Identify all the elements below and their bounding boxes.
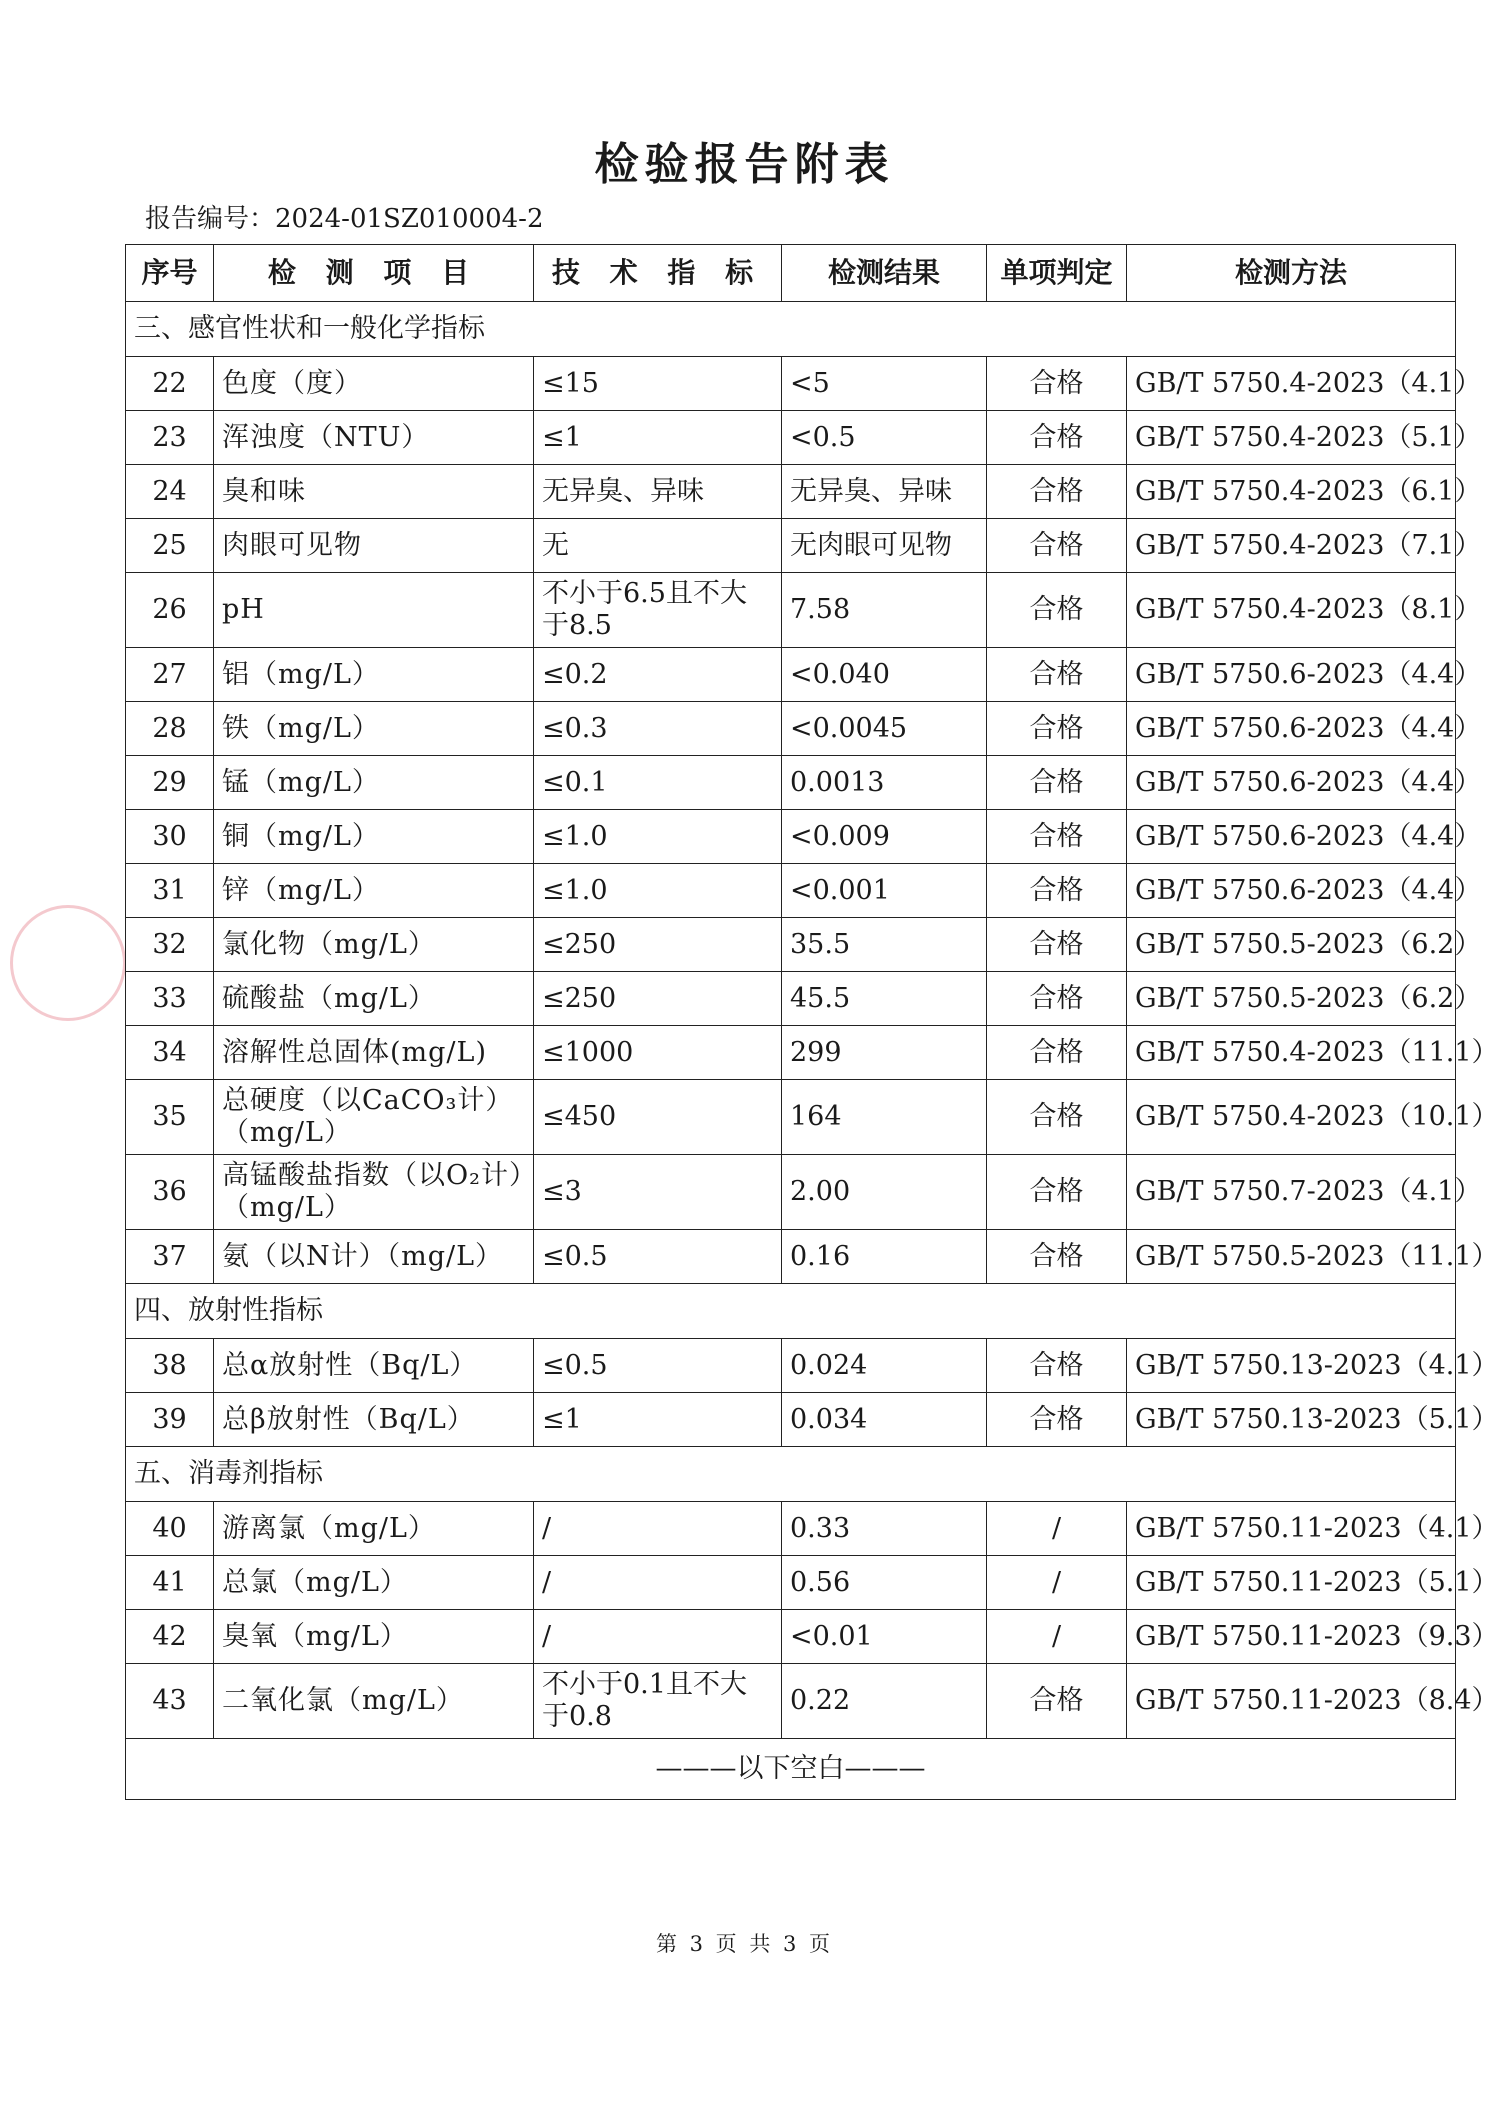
test-method: GB/T 5750.6-2023（4.4） [1127, 756, 1456, 810]
test-method: GB/T 5750.4-2023（5.1） [1127, 411, 1456, 465]
table-row [126, 465, 1456, 519]
test-item: 锰（mg/L） [214, 756, 534, 810]
results-table [125, 244, 1499, 1800]
test-item: 总β放射性（Bq/L） [214, 1393, 534, 1447]
verdict: 合格 [987, 756, 1127, 810]
specification: ≤250 [534, 918, 782, 972]
specification: ≤0.2 [534, 648, 782, 702]
test-item: 总α放射性（Bq/L） [214, 1339, 534, 1393]
section-row [126, 302, 1456, 357]
test-item: 色度（度） [214, 357, 534, 411]
test-item: 游离氯（mg/L） [214, 1502, 534, 1556]
end-note: ———以下空白——— [126, 1739, 1456, 1800]
test-item: pH [214, 573, 534, 648]
specification: ≤15 [534, 357, 782, 411]
specification: ≤1.0 [534, 810, 782, 864]
test-method: GB/T 5750.6-2023（4.4） [1127, 702, 1456, 756]
table-row [126, 1080, 1456, 1155]
section-row [126, 1447, 1456, 1502]
table-row [126, 411, 1456, 465]
verdict: 合格 [987, 810, 1127, 864]
test-item: 肉眼可见物 [214, 519, 534, 573]
table-row [126, 1502, 1456, 1556]
verdict: 合格 [987, 465, 1127, 519]
header-no: 序号 [126, 245, 214, 302]
test-result: 0.22 [782, 1664, 987, 1739]
verdict: 合格 [987, 519, 1127, 573]
specification: ≤0.3 [534, 702, 782, 756]
test-item: 浑浊度（NTU） [214, 411, 534, 465]
table-row [126, 573, 1456, 648]
table-row [126, 519, 1456, 573]
test-method: GB/T 5750.7-2023（4.1） [1127, 1155, 1456, 1230]
header-result: 检测结果 [782, 245, 987, 302]
table-header-row [126, 245, 1456, 302]
specification: ≤1 [534, 1393, 782, 1447]
row-number: 43 [126, 1664, 214, 1739]
table-row [126, 918, 1456, 972]
test-item: 氯化物（mg/L） [214, 918, 534, 972]
test-result: 0.024 [782, 1339, 987, 1393]
specification: 不小于6.5且不大于8.5 [534, 573, 782, 648]
table-row [126, 1155, 1456, 1230]
verdict: 合格 [987, 702, 1127, 756]
test-result: <5 [782, 357, 987, 411]
verdict: 合格 [987, 648, 1127, 702]
row-number: 37 [126, 1230, 214, 1284]
row-number: 32 [126, 918, 214, 972]
table-body [126, 302, 1499, 1739]
test-result: 0.16 [782, 1230, 987, 1284]
verdict: 合格 [987, 1393, 1127, 1447]
verdict: 合格 [987, 1155, 1127, 1230]
row-number: 30 [126, 810, 214, 864]
verdict: 合格 [987, 1339, 1127, 1393]
test-item: 硫酸盐（mg/L） [214, 972, 534, 1026]
end-note-row [126, 1739, 1456, 1800]
test-result: 45.5 [782, 972, 987, 1026]
test-method: GB/T 5750.11-2023（5.1） [1127, 1556, 1456, 1610]
test-item: 铝（mg/L） [214, 648, 534, 702]
row-number: 41 [126, 1556, 214, 1610]
specification: ≤1 [534, 411, 782, 465]
verdict: 合格 [987, 918, 1127, 972]
specification: ≤450 [534, 1080, 782, 1155]
test-method: GB/T 5750.13-2023（4.1） [1127, 1339, 1456, 1393]
specification: ≤1.0 [534, 864, 782, 918]
test-method: GB/T 5750.11-2023（8.4） [1127, 1664, 1456, 1739]
test-item: 臭和味 [214, 465, 534, 519]
test-result: <0.040 [782, 648, 987, 702]
test-item: 溶解性总固体(mg/L) [214, 1026, 534, 1080]
table-row [126, 1339, 1456, 1393]
specification: ≤0.5 [534, 1339, 782, 1393]
test-item: 高锰酸盐指数（以O₂计）（mg/L） [214, 1155, 534, 1230]
row-number: 31 [126, 864, 214, 918]
test-item: 总氯（mg/L） [214, 1556, 534, 1610]
specification: ≤1000 [534, 1026, 782, 1080]
table-row [126, 810, 1456, 864]
row-number: 22 [126, 357, 214, 411]
test-item: 氨（以N计）（mg/L） [214, 1230, 534, 1284]
table-row [126, 972, 1456, 1026]
test-item: 铁（mg/L） [214, 702, 534, 756]
test-method: GB/T 5750.4-2023（8.1） [1127, 573, 1456, 648]
verdict: / [987, 1610, 1127, 1664]
test-method: GB/T 5750.11-2023（4.1） [1127, 1502, 1456, 1556]
test-method: GB/T 5750.5-2023（6.2） [1127, 918, 1456, 972]
row-number: 33 [126, 972, 214, 1026]
test-result: 0.0013 [782, 756, 987, 810]
specification: 无 [534, 519, 782, 573]
row-number: 38 [126, 1339, 214, 1393]
section-title: 五、消毒剂指标 [126, 1447, 1456, 1502]
specification: / [534, 1610, 782, 1664]
table-row [126, 756, 1456, 810]
test-result: <0.009 [782, 810, 987, 864]
row-number: 39 [126, 1393, 214, 1447]
row-number: 29 [126, 756, 214, 810]
verdict: 合格 [987, 1080, 1127, 1155]
test-method: GB/T 5750.4-2023（7.1） [1127, 519, 1456, 573]
verdict: 合格 [987, 972, 1127, 1026]
table-row [126, 357, 1456, 411]
test-result: 2.00 [782, 1155, 987, 1230]
row-number: 28 [126, 702, 214, 756]
test-result: 0.56 [782, 1556, 987, 1610]
specification: 不小于0.1且不大于0.8 [534, 1664, 782, 1739]
row-number: 36 [126, 1155, 214, 1230]
test-method: GB/T 5750.4-2023（11.1） [1127, 1026, 1456, 1080]
test-method: GB/T 5750.6-2023（4.4） [1127, 810, 1456, 864]
test-result: 35.5 [782, 918, 987, 972]
test-method: GB/T 5750.4-2023（4.1） [1127, 357, 1456, 411]
verdict: / [987, 1502, 1127, 1556]
table-row [126, 702, 1456, 756]
test-result: 7.58 [782, 573, 987, 648]
test-result: 0.33 [782, 1502, 987, 1556]
test-result: 164 [782, 1080, 987, 1155]
test-result: <0.001 [782, 864, 987, 918]
row-number: 23 [126, 411, 214, 465]
table-row [126, 1610, 1456, 1664]
stamp-fragment [10, 905, 126, 1021]
specification: ≤3 [534, 1155, 782, 1230]
specification: 无异臭、异味 [534, 465, 782, 519]
row-number: 25 [126, 519, 214, 573]
row-number: 26 [126, 573, 214, 648]
test-item: 总硬度（以CaCO₃计）（mg/L） [214, 1080, 534, 1155]
table-row [126, 648, 1456, 702]
specification: ≤250 [534, 972, 782, 1026]
section-title: 四、放射性指标 [126, 1284, 1456, 1339]
header-item: 检 测 项 目 [214, 245, 534, 302]
report-number: 报告编号：2024-01SZ010004-2 [145, 204, 544, 234]
table-row [126, 1556, 1456, 1610]
verdict: 合格 [987, 1230, 1127, 1284]
test-item: 锌（mg/L） [214, 864, 534, 918]
header-verdict: 单项判定 [987, 245, 1127, 302]
specification: ≤0.5 [534, 1230, 782, 1284]
specification: / [534, 1556, 782, 1610]
report-title: 检验报告附表 [594, 139, 895, 190]
row-number: 27 [126, 648, 214, 702]
section-row [126, 1284, 1456, 1339]
header-spec: 技 术 指 标 [534, 245, 782, 302]
test-method: GB/T 5750.4-2023（10.1） [1127, 1080, 1456, 1155]
specification: / [534, 1502, 782, 1556]
table-row [126, 1393, 1456, 1447]
test-item: 二氧化氯（mg/L） [214, 1664, 534, 1739]
verdict: 合格 [987, 864, 1127, 918]
row-number: 24 [126, 465, 214, 519]
test-method: GB/T 5750.13-2023（5.1） [1127, 1393, 1456, 1447]
test-method: GB/T 5750.4-2023（6.1） [1127, 465, 1456, 519]
test-result: 299 [782, 1026, 987, 1080]
test-item: 臭氧（mg/L） [214, 1610, 534, 1664]
row-number: 34 [126, 1026, 214, 1080]
test-method: GB/T 5750.6-2023（4.4） [1127, 648, 1456, 702]
table-row [126, 1026, 1456, 1080]
test-result: <0.0045 [782, 702, 987, 756]
test-method: GB/T 5750.6-2023（4.4） [1127, 864, 1456, 918]
test-result: <0.5 [782, 411, 987, 465]
table-row [126, 1230, 1456, 1284]
test-method: GB/T 5750.11-2023（9.3） [1127, 1610, 1456, 1664]
test-result: <0.01 [782, 1610, 987, 1664]
verdict: 合格 [987, 1026, 1127, 1080]
page-number: 第 3 页 共 3 页 [655, 1932, 834, 1956]
table-row [126, 864, 1456, 918]
test-method: GB/T 5750.5-2023（6.2） [1127, 972, 1456, 1026]
test-result: 无异臭、异味 [782, 465, 987, 519]
row-number: 35 [126, 1080, 214, 1155]
test-result: 无肉眼可见物 [782, 519, 987, 573]
test-result: 0.034 [782, 1393, 987, 1447]
row-number: 42 [126, 1610, 214, 1664]
verdict: 合格 [987, 411, 1127, 465]
header-method: 检测方法 [1127, 245, 1456, 302]
verdict: 合格 [987, 1664, 1127, 1739]
verdict: 合格 [987, 573, 1127, 648]
table-row [126, 1664, 1456, 1739]
row-number: 40 [126, 1502, 214, 1556]
section-title: 三、感官性状和一般化学指标 [126, 302, 1456, 357]
verdict: 合格 [987, 357, 1127, 411]
test-method: GB/T 5750.5-2023（11.1） [1127, 1230, 1456, 1284]
test-item: 铜（mg/L） [214, 810, 534, 864]
verdict: / [987, 1556, 1127, 1610]
specification: ≤0.1 [534, 756, 782, 810]
